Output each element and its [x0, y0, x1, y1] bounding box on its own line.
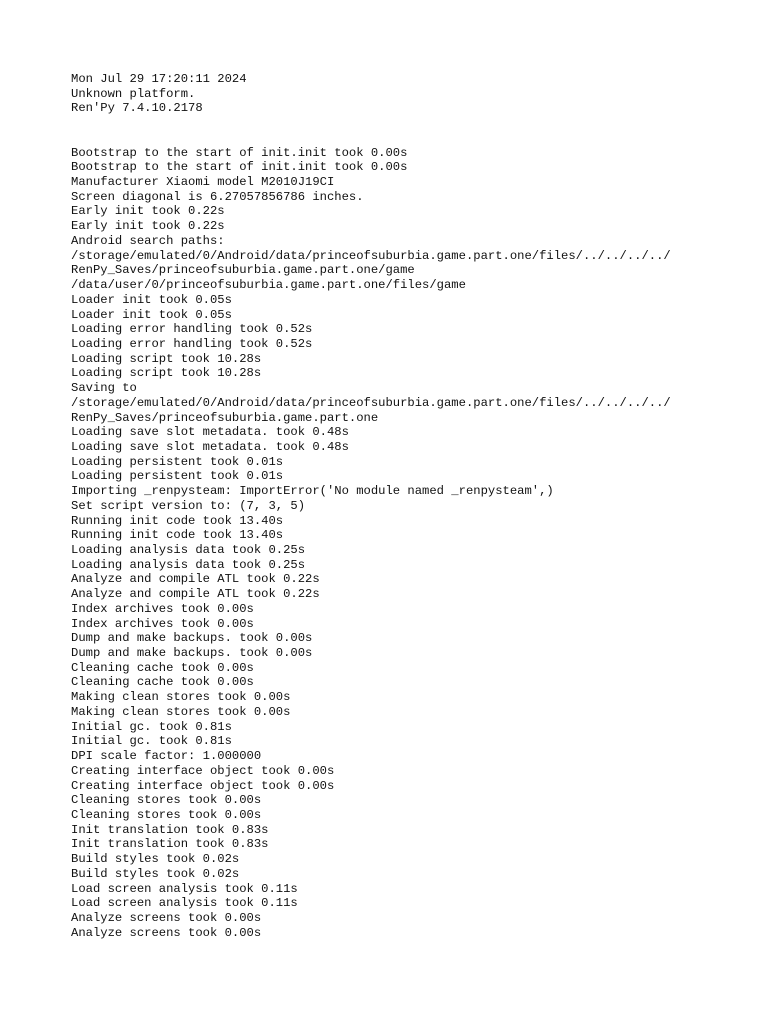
log-line: Init translation took 0.83s — [71, 837, 269, 852]
log-line: Early init took 0.22s — [71, 204, 225, 219]
log-line: Build styles took 0.02s — [71, 866, 240, 881]
log-line: Android search paths: — [71, 233, 225, 248]
log-line: Load screen analysis took 0.11s — [71, 896, 298, 911]
log-line: Initial gc. took 0.81s — [71, 719, 232, 734]
log-line — [71, 116, 761, 131]
log-line: Creating interface object took 0.00s — [71, 778, 335, 793]
log-line: Build styles took 0.02s — [71, 852, 240, 867]
log-line: Loading analysis data took 0.25s — [71, 557, 306, 572]
log-line: Loading save slot metadata. took 0.48s — [71, 425, 349, 440]
log-line: Dump and make backups. took 0.00s — [71, 646, 313, 661]
log-line: Saving to — [71, 381, 137, 396]
log-line: Running init code took 13.40s — [71, 513, 284, 528]
log-line: Analyze screens took 0.00s — [71, 925, 262, 940]
log-line: Importing _renpysteam: ImportError('No module named _renpysteam',) — [71, 484, 554, 499]
log-line: Loading analysis data took 0.25s — [71, 543, 306, 557]
log-line: Loader init took 0.05s — [71, 292, 232, 307]
log-line: Load screen analysis took 0.11s — [71, 881, 298, 896]
log-line: Creating interface object took 0.00s — [71, 763, 335, 778]
log-line: Init translation took 0.83s — [71, 822, 269, 837]
log-line: RenPy_Saves/princeofsuburbia.game.part.one/game — [71, 263, 415, 278]
log-body — [71, 116, 761, 940]
log-line: /storage/emulated/0/Android/data/princeofsuburbia.game.part.one/files/../../../../ — [71, 395, 671, 410]
log-line: Screen diagonal is 6.27057856786 inches. — [71, 189, 364, 204]
log-line: Bootstrap to the start of init.init took 0.00s — [71, 145, 408, 160]
log-platform: Unknown platform. — [71, 86, 196, 101]
log-line: Early init took 0.22s — [71, 219, 225, 234]
log-line: Dump and make backups. took 0.00s — [71, 631, 313, 646]
log-line: Making clean stores took 0.00s — [71, 690, 291, 705]
log-line: Loading save slot metadata. took 0.48s — [71, 439, 349, 454]
log-line: Analyze screens took 0.00s — [71, 910, 262, 925]
log-line: Set script version to: (7, 3, 5) — [71, 498, 306, 513]
log-line: Running init code took 13.40s — [71, 528, 284, 543]
log-line: Analyze and compile ATL took 0.22s — [71, 587, 320, 602]
log-line: Analyze and compile ATL took 0.22s — [71, 572, 320, 587]
log-timestamp: Mon Jul 29 17:20:11 2024 — [71, 72, 247, 86]
log-line: Cleaning cache took 0.00s — [71, 660, 254, 675]
log-line: Bootstrap to the start of init.init took 0.00s — [71, 160, 408, 175]
log-line: Cleaning stores took 0.00s — [71, 807, 262, 822]
log-line: Making clean stores took 0.00s — [71, 704, 291, 719]
log-line: /data/user/0/princeofsuburbia.game.part.one/files/game — [71, 278, 466, 293]
log-line: Loading persistent took 0.01s — [71, 469, 284, 484]
log-line: Loading persistent took 0.01s — [71, 454, 284, 469]
log-header — [71, 72, 761, 116]
log-line: Loading script took 10.28s — [71, 351, 262, 366]
log-line: Cleaning cache took 0.00s — [71, 675, 254, 690]
log-line: Loading error handling took 0.52s — [71, 322, 313, 337]
log-line: /storage/emulated/0/Android/data/princeofsuburbia.game.part.one/files/../../../../ — [71, 248, 671, 263]
log-line: Loader init took 0.05s — [71, 307, 232, 322]
log-line — [71, 131, 761, 146]
log-line: Initial gc. took 0.81s — [71, 734, 232, 749]
log-line: Manufacturer Xiaomi model M2010J19CI — [71, 175, 335, 190]
log-line: Loading script took 10.28s — [71, 366, 262, 381]
log-document — [71, 72, 761, 940]
log-renpy-version: Ren'Py 7.4.10.2178 — [71, 101, 203, 116]
log-line: Index archives took 0.00s — [71, 601, 254, 616]
log-line: Cleaning stores took 0.00s — [71, 793, 262, 808]
log-line: Loading error handling took 0.52s — [71, 336, 313, 351]
log-line: RenPy_Saves/princeofsuburbia.game.part.one — [71, 410, 379, 425]
log-line: Index archives took 0.00s — [71, 616, 254, 631]
log-line: DPI scale factor: 1.000000 — [71, 749, 262, 764]
